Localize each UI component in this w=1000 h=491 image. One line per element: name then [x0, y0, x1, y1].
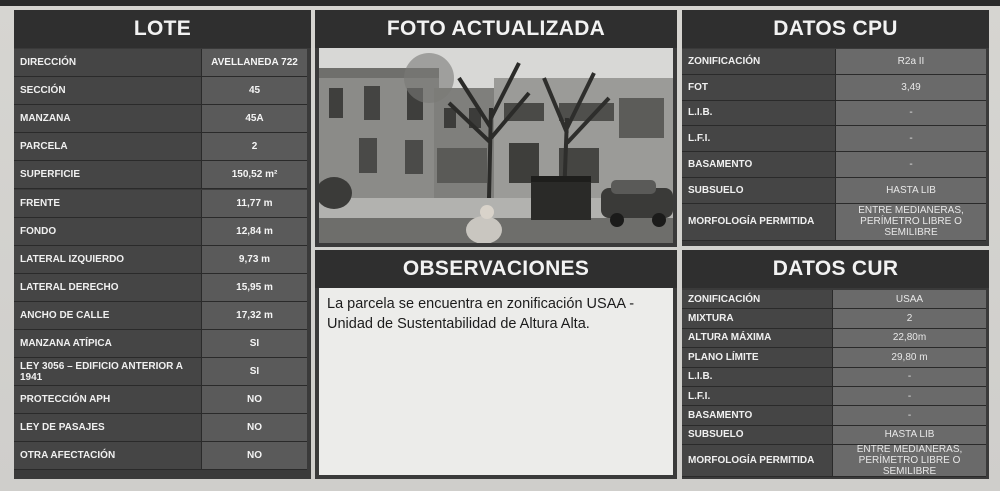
datos-cpu-title: DATOS CPU [682, 10, 989, 48]
row-value: HASTA LIB [836, 178, 986, 204]
row-value: 45A [202, 105, 307, 133]
row-value: 15,95 m [202, 274, 307, 302]
table-row [14, 161, 311, 189]
row-label: ANCHO DE CALLE [14, 302, 202, 330]
table-row [14, 330, 311, 358]
row-value: - [833, 368, 986, 387]
row-value: - [836, 126, 986, 152]
table-row [14, 246, 311, 274]
row-label: L.F.I. [682, 387, 833, 406]
row-label: BASAMENTO [682, 406, 833, 425]
row-value: 2 [833, 309, 986, 328]
observaciones-title: OBSERVACIONES [315, 250, 677, 288]
row-label: DIRECCIÓN [14, 49, 202, 77]
datos-cur-title: DATOS CUR [682, 250, 989, 288]
row-value: USAA [833, 290, 986, 309]
street-photo [319, 48, 673, 243]
row-label: MORFOLOGÍA PERMITIDA [682, 204, 836, 241]
table-row [14, 414, 311, 442]
row-label: MANZANA ATÍPICA [14, 330, 202, 358]
row-label: OTRA AFECTACIÓN [14, 442, 202, 470]
table-row [682, 204, 989, 241]
table-row [682, 426, 989, 445]
table-row [682, 348, 989, 367]
row-label: PARCELA [14, 133, 202, 161]
table-row [682, 152, 989, 178]
row-value: 22,80m [833, 329, 986, 348]
row-value: NO [202, 386, 307, 414]
row-value: HASTA LIB [833, 426, 986, 445]
row-label: MIXTURA [682, 309, 833, 328]
row-value: ENTRE MEDIANERAS, PERÍMETRO LIBRE O SEMILIBRE [836, 204, 986, 241]
top-border [0, 0, 1000, 6]
row-label: SECCIÓN [14, 77, 202, 105]
table-row [682, 290, 989, 309]
row-label: L.I.B. [682, 101, 836, 127]
row-value: SI [202, 330, 307, 358]
row-value: 2 [202, 133, 307, 161]
row-label: BASAMENTO [682, 152, 836, 178]
table-row [682, 178, 989, 204]
row-label: FRENTE [14, 190, 202, 218]
datos-cur-panel [682, 250, 989, 479]
row-label: ZONIFICACIÓN [682, 49, 836, 75]
table-row [682, 406, 989, 425]
lote-panel [14, 10, 311, 479]
row-value: R2a II [836, 49, 986, 75]
row-label: MANZANA [14, 105, 202, 133]
row-value: AVELLANEDA 722 [202, 49, 307, 77]
lote-title: LOTE [14, 10, 311, 48]
row-value: 29,80 m [833, 348, 986, 367]
datos-cpu-panel [682, 10, 989, 246]
row-label: LEY DE PASAJES [14, 414, 202, 442]
table-row [14, 190, 311, 218]
row-label: SUBSUELO [682, 426, 833, 445]
row-value: 11,77 m [202, 190, 307, 218]
row-label: L.F.I. [682, 126, 836, 152]
foto-title: FOTO ACTUALIZADA [315, 10, 677, 48]
table-row [682, 387, 989, 406]
row-label: PLANO LÍMITE [682, 348, 833, 367]
row-label: SUPERFICIE [14, 161, 202, 189]
table-row [14, 302, 311, 330]
table-row [14, 386, 311, 414]
row-value: NO [202, 442, 307, 470]
table-row [14, 358, 311, 386]
table-row [14, 218, 311, 246]
observaciones-text: La parcela se encuentra en zonificación USAA - Unidad de Sustentabilidad de Altura Alta. [319, 288, 673, 475]
row-value: - [836, 101, 986, 127]
row-value: 45 [202, 77, 307, 105]
table-row [14, 49, 311, 77]
row-value: 3,49 [836, 75, 986, 101]
row-value: ENTRE MEDIANERAS, PERÍMETRO LIBRE O SEMILIBRE [833, 445, 986, 477]
row-value: - [833, 406, 986, 425]
table-row [14, 133, 311, 161]
row-label: LATERAL IZQUIERDO [14, 246, 202, 274]
table-row [682, 368, 989, 387]
row-label: MORFOLOGÍA PERMITIDA [682, 445, 833, 477]
row-label: FONDO [14, 218, 202, 246]
row-label: ALTURA MÁXIMA [682, 329, 833, 348]
row-value: SI [202, 358, 307, 386]
row-label: PROTECCIÓN APH [14, 386, 202, 414]
table-row [14, 105, 311, 133]
row-label: LEY 3056 – EDIFICIO ANTERIOR A 1941 [14, 358, 202, 386]
row-value: - [833, 387, 986, 406]
table-row [14, 274, 311, 302]
row-label: ZONIFICACIÓN [682, 290, 833, 309]
row-label: LATERAL DERECHO [14, 274, 202, 302]
row-label: L.I.B. [682, 368, 833, 387]
foto-panel [315, 10, 677, 247]
table-row [682, 75, 989, 101]
row-value: 9,73 m [202, 246, 307, 274]
row-value: 150,52 m² [202, 161, 307, 189]
table-row [682, 101, 989, 127]
table-row [14, 77, 311, 105]
row-value: 17,32 m [202, 302, 307, 330]
row-label: FOT [682, 75, 836, 101]
row-value: 12,84 m [202, 218, 307, 246]
table-row [682, 309, 989, 328]
row-value: NO [202, 414, 307, 442]
table-row [14, 442, 311, 470]
observaciones-panel [315, 250, 677, 479]
table-row [682, 445, 989, 477]
table-row [682, 126, 989, 152]
table-row [682, 49, 989, 75]
street-photo-illustration [319, 48, 673, 243]
row-value: - [836, 152, 986, 178]
row-label: SUBSUELO [682, 178, 836, 204]
table-row [682, 329, 989, 348]
